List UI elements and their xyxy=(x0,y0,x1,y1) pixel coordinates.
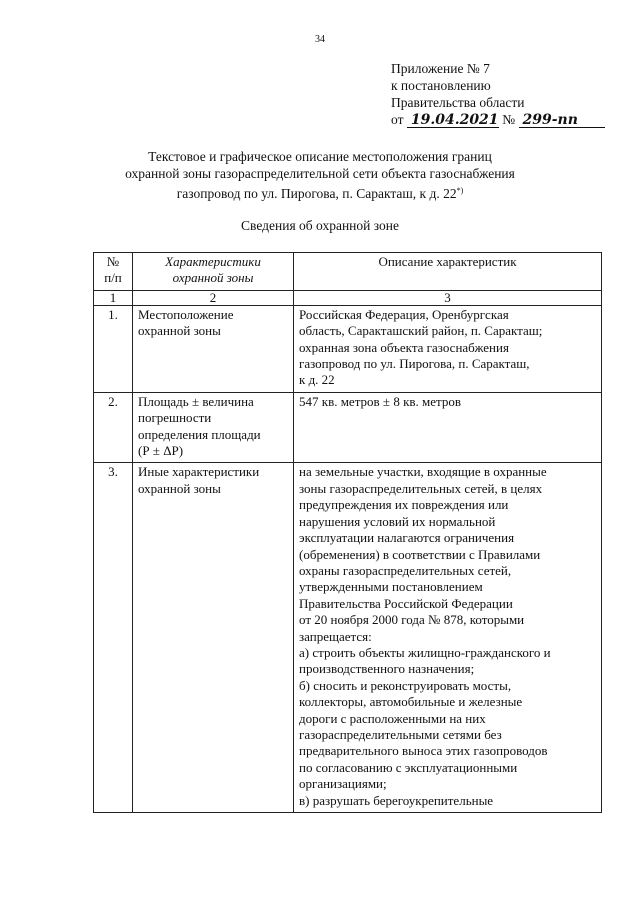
column-number-2: 2 xyxy=(133,290,294,305)
header-characteristics: Характеристики охранной зоны xyxy=(133,253,294,291)
table-row xyxy=(94,392,602,463)
title-line-3 xyxy=(0,182,640,202)
header-description: Описание характеристик xyxy=(294,253,602,291)
table-row xyxy=(94,463,602,813)
from-label: от xyxy=(391,112,404,127)
title-line-3-text: газопровод по ул. Пирогова, п. Саракташ, к д. 22 xyxy=(176,186,457,201)
number-label: № xyxy=(502,112,516,127)
row-characteristic: Местоположение охранной зоны xyxy=(133,305,294,392)
row-characteristic: Иные характеристики охранной зоны xyxy=(133,463,294,813)
row-description: 547 кв. метров ± 8 кв. метров xyxy=(294,392,602,463)
handwritten-number: 299-пп xyxy=(519,113,605,128)
appendix-title: Приложение № 7 xyxy=(391,61,490,76)
appendix-date-number xyxy=(391,111,605,128)
table-row xyxy=(94,305,602,392)
protection-zone-table xyxy=(93,252,602,813)
header-number: № п/п xyxy=(94,253,133,291)
column-number-1: 1 xyxy=(94,290,133,305)
title-line-2: охранной зоны газораспределительной сети объекта газоснабжения xyxy=(125,166,515,181)
section-subtitle: Сведения об охранной зоне xyxy=(241,218,399,233)
table-header-row xyxy=(94,253,602,291)
page-number: 34 xyxy=(315,34,325,45)
row-number: 1. xyxy=(94,305,133,392)
document-title xyxy=(0,148,640,202)
title-line-1: Текстовое и графическое описание местоположения границ xyxy=(148,149,492,164)
row-number: 2. xyxy=(94,392,133,463)
row-characteristic: Площадь ± величина погрешности определения площади (Р ± ΔР) xyxy=(133,392,294,463)
row-description: Российская Федерация, Оренбургская область, Саракташский район, п. Саракташ; охранная зона объекта газоснабжения газопровод по ул. Пирогова, п. Саракташ, к д. 22 xyxy=(294,305,602,392)
footnote-mark: *) xyxy=(456,186,464,195)
row-description: на земельные участки, входящие в охранные зоны газораспределительных сетей, в целях предупреждения их повреждения или нарушения условий их нормальной эксплуатации налагаются ограничения (обременения) в соответствии с Правилами охраны газораспределительных сетей, утвержденными постановлением Правительства Российской Федерации от 20 ноября 2000 года № 878, которыми запрещается: а) строить объекты жилищно-гражданского и производственного назначения; б) сносить и реконструировать мосты, коллекторы, автомобильные и железные дороги с расположенными на них газораспределительными сетями без предварительного выноса этих газопроводов по согласованию с эксплуатационными организациями; в) разрушать берегоукрепительные xyxy=(294,463,602,813)
appendix-government: Правительства области xyxy=(391,95,525,110)
row-number: 3. xyxy=(94,463,133,813)
column-number-row xyxy=(94,290,602,305)
column-number-3: 3 xyxy=(294,290,602,305)
handwritten-date: 19.04.2021 xyxy=(407,113,499,128)
appendix-to-resolution: к постановлению xyxy=(391,78,491,93)
appendix-block xyxy=(391,60,605,128)
